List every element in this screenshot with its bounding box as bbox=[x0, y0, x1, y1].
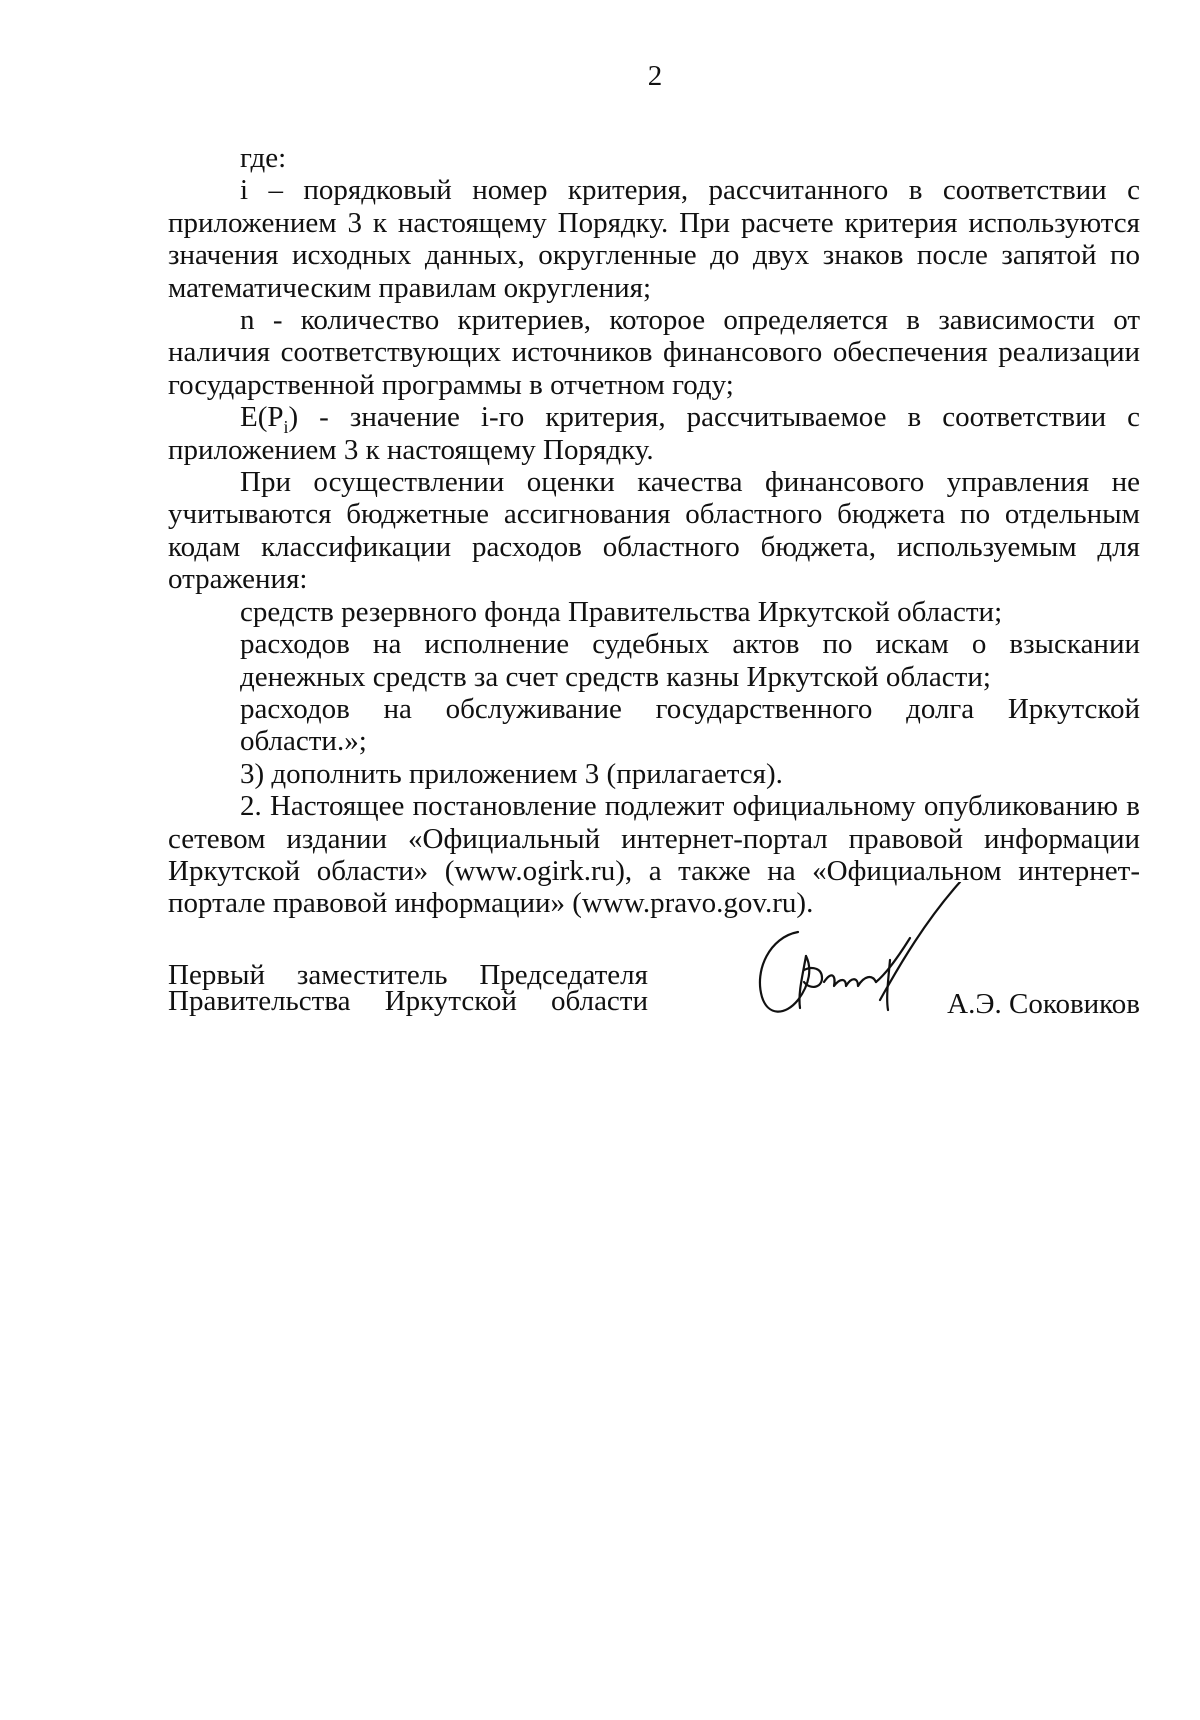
page-number: 2 bbox=[647, 60, 663, 92]
list-item-appendix: 3) дополнить приложением 3 (прилагается). bbox=[240, 757, 783, 790]
paragraph-e-definition bbox=[168, 401, 1140, 466]
paragraph-where: где: bbox=[240, 142, 287, 174]
paragraph-publication: 2. Настоящее постановление подлежит официальному опубликованию в сетевом издании «Официальный интернет-портал правовой информации Иркутской области» (www.ogirk.ru), а также на «Официальном интернет-портале правовой информации» (www.pravo.gov.ru). bbox=[168, 790, 1140, 920]
list-item-reserve-fund: средств резервного фонда Правительства Иркутской области; bbox=[240, 595, 1003, 628]
list-item-debt-service: расходов на обслуживание государственного долга Иркутской области.»; bbox=[240, 692, 1140, 758]
paragraph-i-definition: i – порядковый номер критерия, рассчитанного в соответствии с приложением 3 к настоящему Порядку. При расчете критерия используются значения исходных данных, округленные до двух знаков после запятой по математическим правилам округления; bbox=[168, 174, 1140, 304]
paragraph-exclusions: При осуществлении оценки качества финансового управления не учитываются бюджетные ассигнования областного бюджета по отдельным кодам классификации расходов областного бюджета, используемым для отражения: bbox=[168, 466, 1140, 596]
signer-position bbox=[168, 959, 648, 1017]
document-body bbox=[168, 142, 1140, 920]
e-definition-subscript: i bbox=[283, 417, 289, 438]
signer-name: А.Э. Соковиков bbox=[947, 988, 1140, 1020]
signer-position-line1: Первый заместитель Председателя bbox=[168, 959, 648, 991]
handwritten-signature-icon bbox=[740, 882, 980, 1032]
signature-block bbox=[168, 959, 1140, 1062]
e-definition-prefix: E(P bbox=[240, 401, 284, 434]
e-definition-suffix: ) - значение i-го критерия, рассчитываемое в соответствии с приложением 3 к настоящему Порядку. bbox=[168, 401, 1140, 466]
list-item-court-acts: расходов на исполнение судебных актов по искам о взыскании денежных средств за счет средств казны Иркутской области; bbox=[240, 628, 1140, 693]
paragraph-n-definition: n - количество критериев, которое определяется в зависимости от наличия соответствующих источников финансового обеспечения реализации государственной программы в отчетном году; bbox=[168, 304, 1140, 401]
signer-position-line2: Правительства Иркутской области bbox=[168, 985, 648, 1017]
